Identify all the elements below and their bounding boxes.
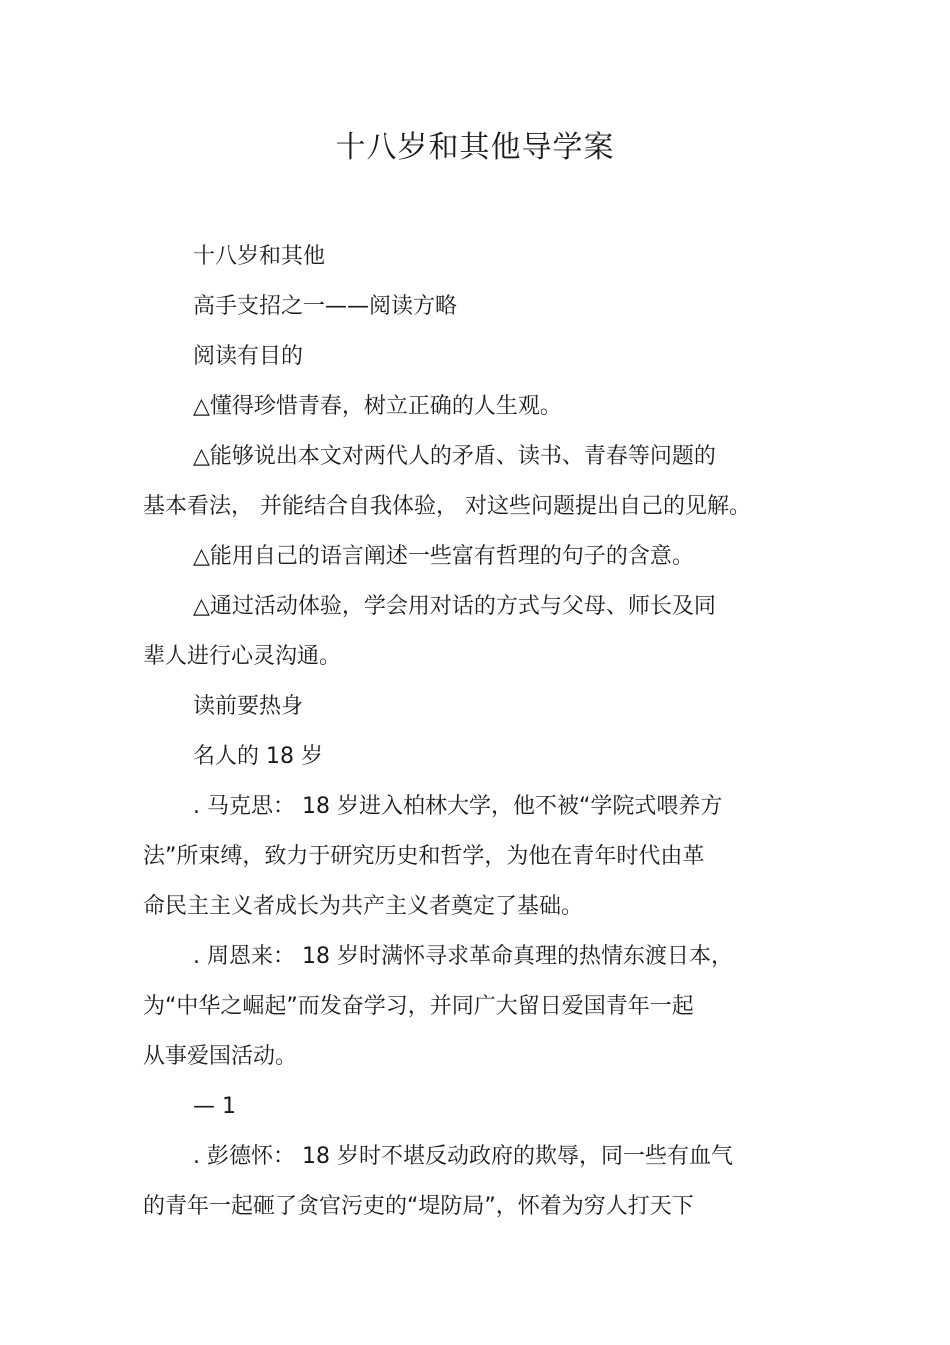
section-subheading: 名人的 18 岁	[193, 744, 323, 769]
section-subheading: 阅读有目的	[193, 344, 304, 369]
paragraph-line: . 彭德怀： 18 岁时不堪反动政府的欺辱，同一些有血气	[193, 1144, 733, 1169]
document-title: 十八岁和其他导学案	[335, 130, 615, 165]
goal-item: △通过活动体验，学会用对话的方式与父母、师长及同	[193, 594, 716, 619]
paragraph-line: 的青年一起砸了贪官污吏的“堤防局”，怀着为穷人打天下	[143, 1194, 694, 1219]
page-number: — 1	[193, 1094, 236, 1119]
goal-item: △能用自己的语言阐述一些富有哲理的句子的含意。	[193, 544, 694, 569]
paragraph-line: 从事爱国活动。	[143, 1044, 298, 1069]
goal-item-continuation: 辈人进行心灵沟通。	[143, 644, 342, 669]
paragraph-line: . 马克思： 18 岁进入柏林大学，他不被“学院式喂养方	[193, 794, 723, 819]
section-subheading: 读前要热身	[193, 694, 304, 719]
section-subheading: 高手支招之一——阅读方略	[193, 294, 458, 319]
section-heading: 十八岁和其他	[193, 244, 326, 269]
goal-item: △懂得珍惜青春，树立正确的人生观。	[193, 394, 562, 419]
paragraph-line: 法”所束缚，致力于研究历史和哲学，为他在青年时代由革	[143, 844, 705, 869]
paragraph-line: 为“中华之崛起”而发奋学习，并同广大留日爱国青年一起	[143, 994, 694, 1019]
goal-item-continuation: 基本看法， 并能结合自我体验， 对这些问题提出自己的见解。	[143, 494, 751, 519]
goal-item: △能够说出本文对两代人的矛盾、读书、青春等问题的	[193, 444, 716, 469]
paragraph-line: 命民主主义者成长为共产主义者奠定了基础。	[143, 894, 584, 919]
paragraph-line: . 周恩来： 18 岁时满怀寻求革命真理的热情东渡日本，	[193, 944, 733, 969]
